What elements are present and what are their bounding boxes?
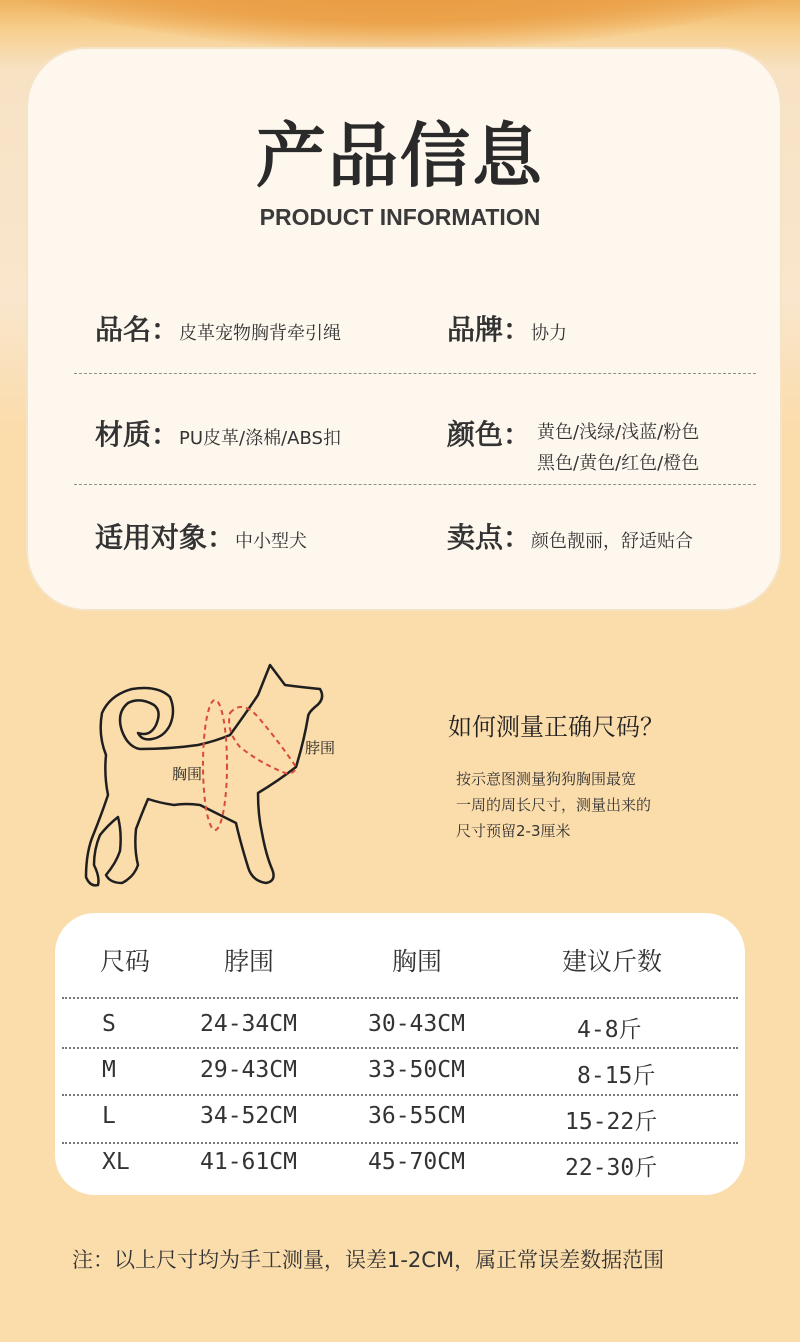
header-neck: 脖围 bbox=[224, 947, 275, 976]
brand-value: 协力 bbox=[531, 323, 568, 344]
cell-weight: 8-15斤 bbox=[577, 1063, 656, 1089]
color-label: 颜色： bbox=[447, 418, 532, 451]
dog-outline bbox=[86, 665, 322, 885]
info-selling bbox=[447, 516, 693, 556]
table-divider bbox=[62, 1094, 738, 1096]
cell-size: S bbox=[102, 1011, 116, 1037]
info-name bbox=[95, 308, 341, 348]
cell-chest: 30-43CM bbox=[368, 1011, 465, 1037]
footnote: 注：以上尺寸均为手工测量，误差1-2CM，属正常误差数据范围 bbox=[72, 1248, 665, 1272]
measure-desc-line-2: 一周的周长尺寸，测量出来的 bbox=[456, 796, 652, 814]
selling-value: 颜色靓丽，舒适贴合 bbox=[531, 531, 694, 552]
cell-chest: 33-50CM bbox=[368, 1057, 465, 1083]
material-label: 材质： bbox=[95, 418, 180, 451]
info-divider bbox=[74, 484, 756, 485]
info-color bbox=[447, 413, 531, 453]
chest-measure-loop bbox=[203, 700, 227, 830]
selling-label: 卖点： bbox=[447, 521, 532, 554]
dog-measure-illustration bbox=[80, 655, 340, 895]
target-label: 适用对象： bbox=[95, 521, 236, 554]
table-divider bbox=[62, 1142, 738, 1144]
cell-chest: 36-55CM bbox=[368, 1103, 465, 1129]
cell-neck: 29-43CM bbox=[200, 1057, 297, 1083]
neck-measure-loop bbox=[229, 707, 296, 774]
cell-weight: 15-22斤 bbox=[565, 1109, 658, 1135]
color-values bbox=[537, 417, 699, 479]
brand-label: 品牌： bbox=[447, 313, 532, 346]
material-value: PU皮革/涤棉/ABS扣 bbox=[179, 428, 341, 449]
cell-size: M bbox=[102, 1057, 116, 1083]
title-cn: 产品信息 bbox=[256, 115, 544, 197]
cell-chest: 45-70CM bbox=[368, 1149, 465, 1175]
name-value: 皮革宠物胸背牵引绳 bbox=[179, 323, 342, 344]
cell-weight: 22-30斤 bbox=[565, 1155, 658, 1181]
info-brand bbox=[447, 308, 567, 348]
header-size: 尺码 bbox=[100, 947, 151, 976]
header-weight: 建议斤数 bbox=[562, 947, 663, 976]
cell-neck: 24-34CM bbox=[200, 1011, 297, 1037]
title-en: PRODUCT INFORMATION bbox=[259, 204, 541, 230]
info-target bbox=[95, 516, 307, 556]
measure-desc-line-1: 按示意图测量狗狗胸围最宽 bbox=[456, 770, 637, 788]
color-line-2: 黑色/黄色/红色/橙色 bbox=[537, 453, 700, 474]
cell-size: L bbox=[102, 1103, 116, 1129]
chest-label: 胸围 bbox=[172, 765, 203, 783]
header-chest: 胸围 bbox=[392, 947, 443, 976]
color-line-1: 黄色/浅绿/浅蓝/粉色 bbox=[537, 422, 700, 443]
table-divider bbox=[62, 997, 738, 999]
measure-description bbox=[456, 766, 651, 844]
neck-label: 脖围 bbox=[305, 739, 336, 757]
name-label: 品名： bbox=[95, 313, 180, 346]
info-material bbox=[95, 413, 341, 453]
measure-desc-line-3: 尺寸预留2-3厘米 bbox=[456, 822, 571, 840]
cell-weight: 4-8斤 bbox=[577, 1017, 642, 1043]
info-divider bbox=[74, 373, 756, 374]
target-value: 中小型犬 bbox=[235, 531, 308, 552]
cell-neck: 34-52CM bbox=[200, 1103, 297, 1129]
cell-neck: 41-61CM bbox=[200, 1149, 297, 1175]
table-divider bbox=[62, 1047, 738, 1049]
measure-title: 如何测量正确尺码？ bbox=[448, 713, 664, 741]
cell-size: XL bbox=[102, 1149, 130, 1175]
